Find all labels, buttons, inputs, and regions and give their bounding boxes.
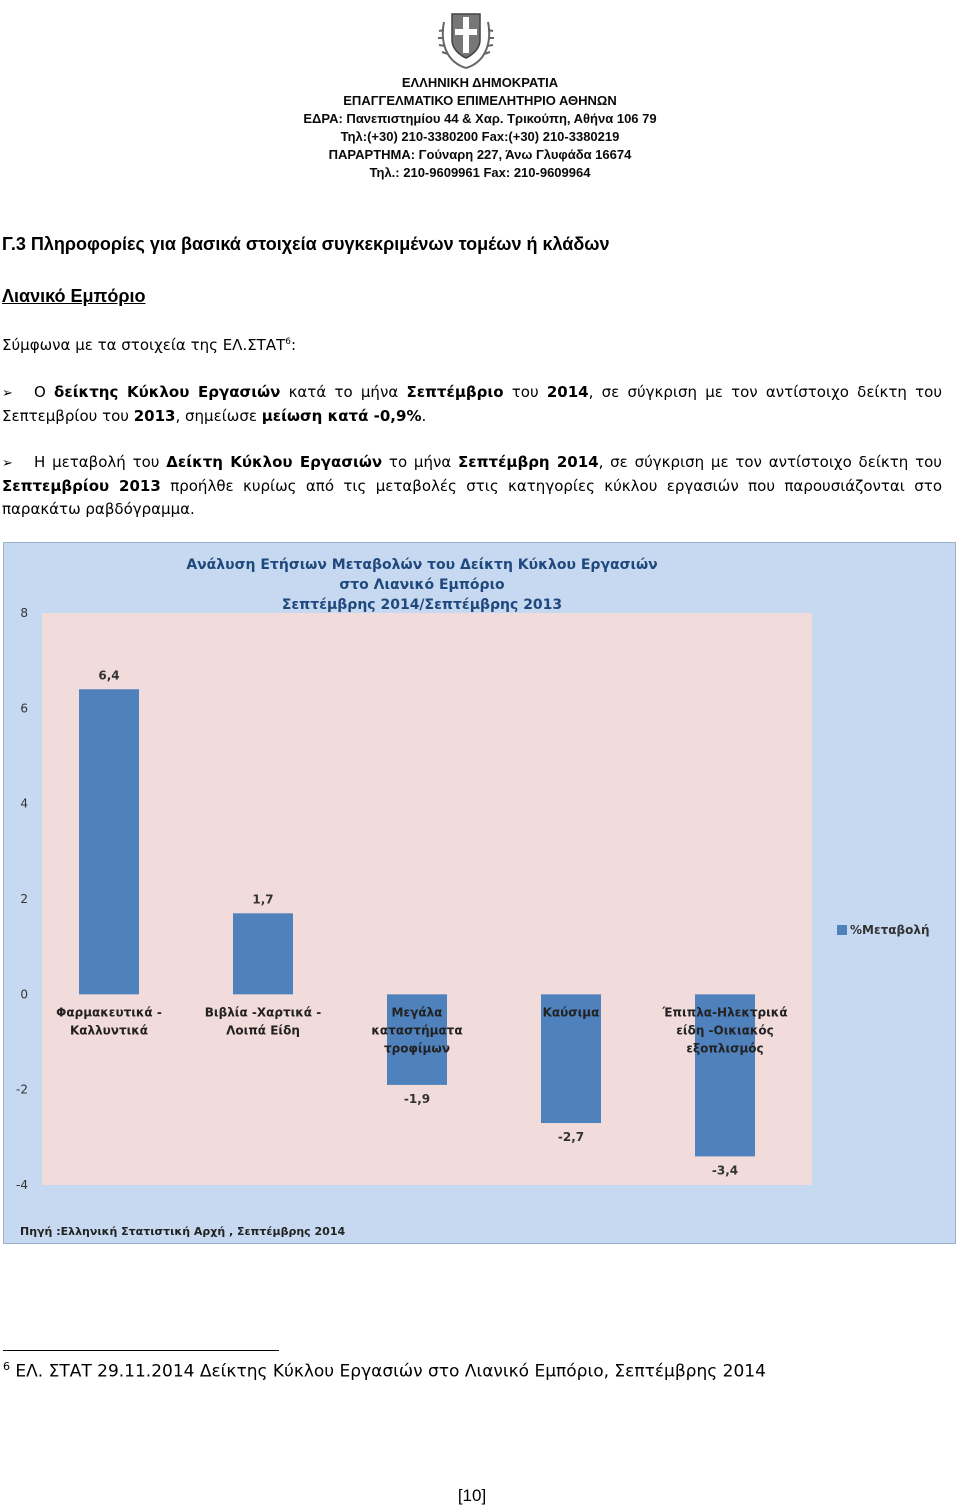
text: . xyxy=(421,407,427,425)
text: του xyxy=(503,383,547,401)
category-label: καταστήματα xyxy=(371,1023,463,1038)
text-bold: Δείκτη Κύκλου Εργασιών xyxy=(166,453,383,471)
bar xyxy=(79,689,139,994)
bullet-paragraph-1 xyxy=(2,381,942,428)
bullet-arrow-icon: ➢ xyxy=(2,456,13,471)
category-label: είδη -Οικιακός xyxy=(676,1023,774,1038)
text: το μήνα xyxy=(382,453,459,471)
footnote-text: ΕΛ. ΣΤΑΤ 29.11.2014 Δείκτης Κύκλου Εργασιών στο Λιανικό Εμπόριο, Σεπτέμβρης 2014 xyxy=(15,1361,766,1382)
header-line-5: ΠΑΡΑΡΤΗΜΑ: Γούναρη 227, Άνω Γλυφάδα 16674 xyxy=(328,147,632,162)
text: Ο xyxy=(34,383,55,401)
y-tick-label: 6 xyxy=(20,701,28,716)
intro-text xyxy=(2,336,296,354)
header-line-3: ΕΔΡΑ: Πανεπιστημίου 44 & Χαρ. Τρικούπη, Αθήνα 106 79 xyxy=(303,111,657,126)
data-label: -3,4 xyxy=(711,1163,739,1178)
bar-chart xyxy=(3,542,956,1244)
footnote xyxy=(3,1360,766,1382)
category-label: Καλλυντικά xyxy=(69,1023,149,1038)
text: , σε σύγκριση με τον αντίστοιχο δείκτη του xyxy=(598,453,942,471)
category-label: Βιβλία -Χαρτικά - xyxy=(204,1005,322,1020)
y-tick-label: -4 xyxy=(16,1178,28,1192)
intro-ref: 6 xyxy=(285,337,292,347)
data-label: 6,4 xyxy=(98,668,120,683)
intro-main: Σύμφωνα με τα στοιχεία της ΕΛ.ΣΤΑΤ xyxy=(2,336,286,354)
header-line-6: Τηλ.: 210-9609961 Fax: 210-9609964 xyxy=(369,165,591,180)
chart-title-line: Ανάλυση Ετήσιων Μεταβολών του Δείκτη Κύκλου Εργασιών xyxy=(186,557,658,573)
bullet-paragraph-2 xyxy=(2,451,942,521)
chart-title-line: στο Λιανικό Εμπόριο xyxy=(339,577,505,593)
text-bold: 2014 xyxy=(546,383,589,401)
data-label: 1,7 xyxy=(252,892,274,907)
category-label: τροφίμων xyxy=(384,1041,450,1056)
header-line-4: Τηλ:(+30) 210-3380200 Fax:(+30) 210-3380219 xyxy=(340,129,620,144)
footnote-number: 6 xyxy=(3,1360,10,1373)
header-line-2: ΕΠΑΓΓΕΛΜΑΤΙΚΟ ΕΠΙΜΕΛΗΤΗΡΙΟ ΑΘΗΝΩΝ xyxy=(343,93,617,108)
text-bold: Σεπτέμβριο xyxy=(406,383,504,401)
y-tick-label: -2 xyxy=(16,1082,28,1097)
category-label: Έπιπλα-Ηλεκτρικά xyxy=(662,1005,788,1020)
text: , σημείωσε xyxy=(175,407,262,425)
text: Η μεταβολή του xyxy=(34,453,167,471)
chart-title-line: Σεπτέμβρης 2014/Σεπτέμβρης 2013 xyxy=(281,597,563,613)
y-tick-label: 2 xyxy=(20,892,28,906)
bar-chart-svg xyxy=(4,543,957,1245)
data-label: -1,9 xyxy=(403,1091,431,1106)
text-bold: Σεπτεμβρίου 2013 xyxy=(2,477,161,495)
page-number: [10] xyxy=(457,1486,487,1505)
text: , σε σύγκριση με τον αντίστοιχο δείκτη του Σεπτεμβρίου του xyxy=(2,383,942,425)
category-label: εξοπλισμός xyxy=(686,1041,764,1056)
text-bold: 2013 xyxy=(133,407,176,425)
legend-label: %Μεταβολή xyxy=(850,923,930,937)
y-tick-label: 8 xyxy=(20,606,28,620)
greek-emblem-icon xyxy=(436,2,496,72)
category-label: Λοιπά Είδη xyxy=(226,1023,300,1038)
header-line-1: ΕΛΛΗΝΙΚΗ ΔΗΜΟΚΡΑΤΙΑ xyxy=(401,75,559,90)
category-label: Μεγάλα xyxy=(391,1005,443,1020)
section-title: Γ.3 Πληροφορίες για βασικά στοιχεία συγκεκριμένων τομέων ή κλάδων xyxy=(2,234,610,254)
text: προήλθε κυρίως από τις μεταβολές στις κατηγορίες κύκλου εργασιών που παρουσιάζονται στο παρακάτω ραβδόγραμμα. xyxy=(2,477,942,518)
sub-title: Λιανικό Εμπόριο xyxy=(2,286,146,306)
intro-suffix: : xyxy=(291,336,297,354)
y-tick-label: 0 xyxy=(20,987,28,1002)
text-bold: μείωση κατά -0,9% xyxy=(261,407,422,425)
category-label: Φαρμακευτικά - xyxy=(56,1005,162,1020)
text-bold: Σεπτέμβρη 2014 xyxy=(458,453,599,471)
bar xyxy=(233,913,293,994)
legend-swatch xyxy=(837,925,847,935)
data-label: -2,7 xyxy=(557,1130,585,1145)
y-tick-label: 4 xyxy=(20,796,28,811)
bullet-arrow-icon: ➢ xyxy=(2,386,13,401)
category-label: Καύσιμα xyxy=(542,1005,600,1020)
chart-source: Πηγή :Ελληνική Στατιστική Αρχή , Σεπτέμβρης 2014 xyxy=(20,1225,346,1238)
footnote-divider xyxy=(3,1350,279,1351)
text-bold: δείκτης Κύκλου Εργασιών xyxy=(54,383,281,401)
text: κατά το μήνα xyxy=(280,383,407,401)
